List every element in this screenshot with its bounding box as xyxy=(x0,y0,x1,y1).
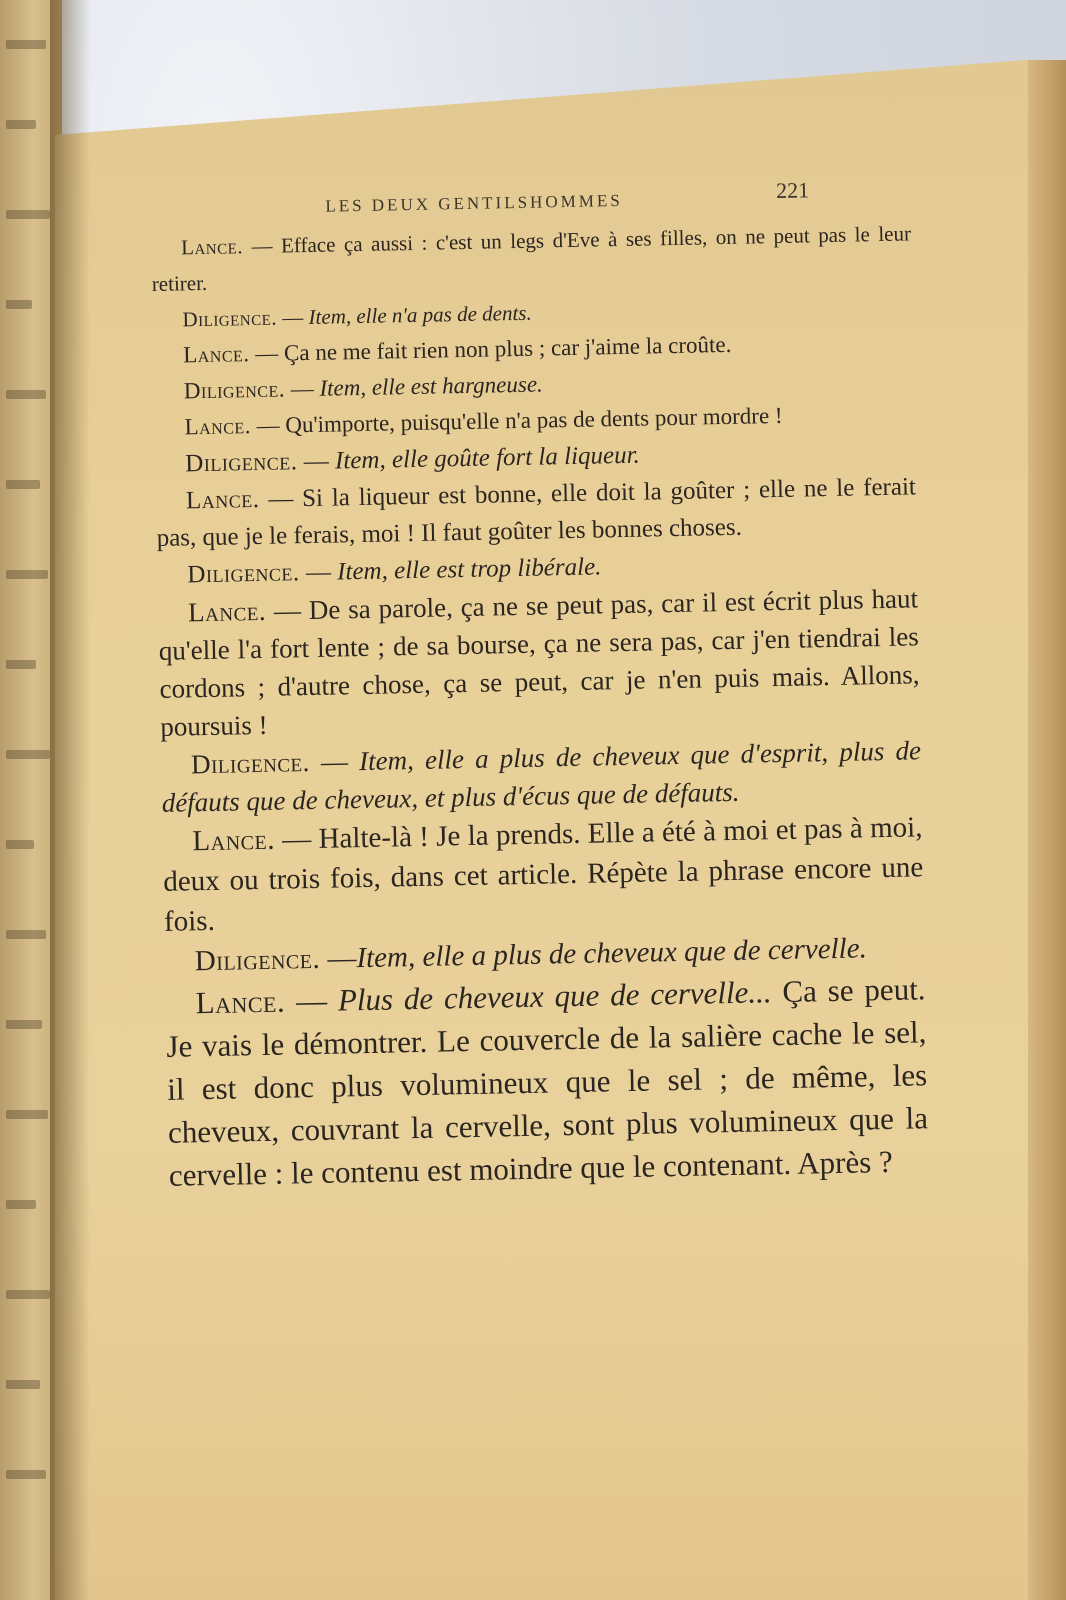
dialogue-text: Item, elle goûte fort la liqueur. xyxy=(334,441,641,475)
dialogue-dash: — xyxy=(250,412,286,439)
dialogue-dash: — xyxy=(319,942,357,975)
speaker-name: Lance. xyxy=(180,234,244,260)
speaker-name: Diligence. xyxy=(187,559,300,589)
ghost-text-line xyxy=(6,300,32,309)
dialogue-paragraph xyxy=(161,731,922,822)
dialogue-paragraph xyxy=(165,967,929,1197)
dialogue-dash: — xyxy=(284,375,320,402)
dialogue-dash: — xyxy=(274,822,319,856)
ghost-text-line xyxy=(6,1020,42,1029)
speaker-name: Lance. xyxy=(185,485,260,515)
speaker-name: Diligence. xyxy=(182,305,278,332)
ghost-text-line xyxy=(6,390,46,399)
speaker-name: Lance. xyxy=(182,341,250,368)
dialogue-text: De sa parole, ça ne se peut pas, car il est écrit plus haut qu'elle l'a fort lente ; de sa bourse, ça ne sera pas, car j'en tiendrai les cordons ; d'autre chose, ça se peut, car je n'en puis mais. Allons, poursuis ! xyxy=(158,583,920,742)
ghost-text-line xyxy=(6,930,46,939)
ghost-text-line xyxy=(6,660,36,669)
dialogue-text: Item, elle n'a pas de dents. xyxy=(308,300,532,329)
page-stack-edge xyxy=(1028,60,1066,1600)
dialogue-text: Item, elle a plus de cheveux que de cervelle. xyxy=(356,932,868,975)
dialogue-dash: — xyxy=(249,340,285,367)
speaker-name: Diligence. xyxy=(183,376,286,404)
running-title: LES DEUX GENTILSHOMMES xyxy=(325,190,623,216)
dialogue-dash: — xyxy=(276,304,309,330)
speaker-name: Lance. xyxy=(192,823,276,858)
dialogue-dash: — xyxy=(299,558,338,587)
gutter-shadow xyxy=(50,0,90,1600)
dialogue-paragraph xyxy=(158,579,921,746)
speaker-name: Diligence. xyxy=(185,448,298,478)
dialogue-text: Ça se peut. Je vais le démontrer. Le couvercle de la salière cache le sel, il est donc plus volumineux que le sel ; de même, les cheveux, couvrant la cervelle, sont plus volumineux que la cervelle : le contenu est moindre que le contenant. Après ? xyxy=(166,971,929,1193)
ghost-text-line xyxy=(6,1110,48,1119)
dialogue-text: Halte-là ! Je la prends. Elle a été à moi et pas à moi, deux ou trois fois, dans cet article. Répète la phrase encore une fois. xyxy=(162,811,924,938)
ghost-text-line xyxy=(6,1200,36,1209)
ghost-text-line xyxy=(6,1380,40,1389)
dialogue-text: Si la liqueur est bonne, elle doit la goûter ; elle ne le ferait pas, que je le ferais, moi ! Il faut goûter les bonnes choses. xyxy=(156,473,917,552)
dialogue-paragraph xyxy=(162,807,924,942)
ghost-text-line xyxy=(6,1290,50,1299)
ghost-text-line xyxy=(6,750,50,759)
speaker-name: Diligence. xyxy=(194,942,321,978)
dialogue-text: Ça ne me fait rien non plus ; car j'aime la croûte. xyxy=(283,331,732,366)
dialogue-text: Item, elle a plus de cheveux que d'esprit, plus de défauts que de cheveux, et plus d'écus que de défauts. xyxy=(161,735,922,818)
dialogue-text: Item, elle est trop libérale. xyxy=(336,553,602,586)
speaker-name: Diligence. xyxy=(190,747,311,780)
page-text xyxy=(150,175,929,1196)
ghost-text-line xyxy=(6,120,36,129)
dialogue-text: Qu'importe, puisqu'elle n'a pas de dents pour mordre ! xyxy=(285,402,783,438)
speaker-name: Lance. xyxy=(187,595,267,628)
ghost-text-line xyxy=(6,1470,46,1479)
speaker-name: Lance. xyxy=(195,983,286,1021)
dialogue-dash: — xyxy=(284,982,339,1019)
dialogue-italic-text: Plus de cheveux que de cervelle... xyxy=(337,974,772,1018)
dialogue-text: Item, elle est hargneuse. xyxy=(319,371,544,401)
ghost-text-line xyxy=(6,570,48,579)
ghost-text-line xyxy=(6,480,40,489)
ghost-text-line xyxy=(6,210,50,219)
dialogue-dash: — xyxy=(242,233,282,259)
ghost-text-line xyxy=(6,840,34,849)
ghost-text-line xyxy=(6,40,46,49)
dialogue-dash: — xyxy=(297,447,336,476)
dialogue-dash: — xyxy=(259,485,303,513)
dialogue-text: Efface ça aussi : c'est un legs d'Eve à ses filles, on ne peut pas le leur retirer. xyxy=(151,221,912,296)
page-number: 221 xyxy=(775,177,810,203)
speaker-name: Lance. xyxy=(184,413,252,440)
dialogue-dash: — xyxy=(309,746,360,778)
dialogue-dash: — xyxy=(265,595,310,626)
